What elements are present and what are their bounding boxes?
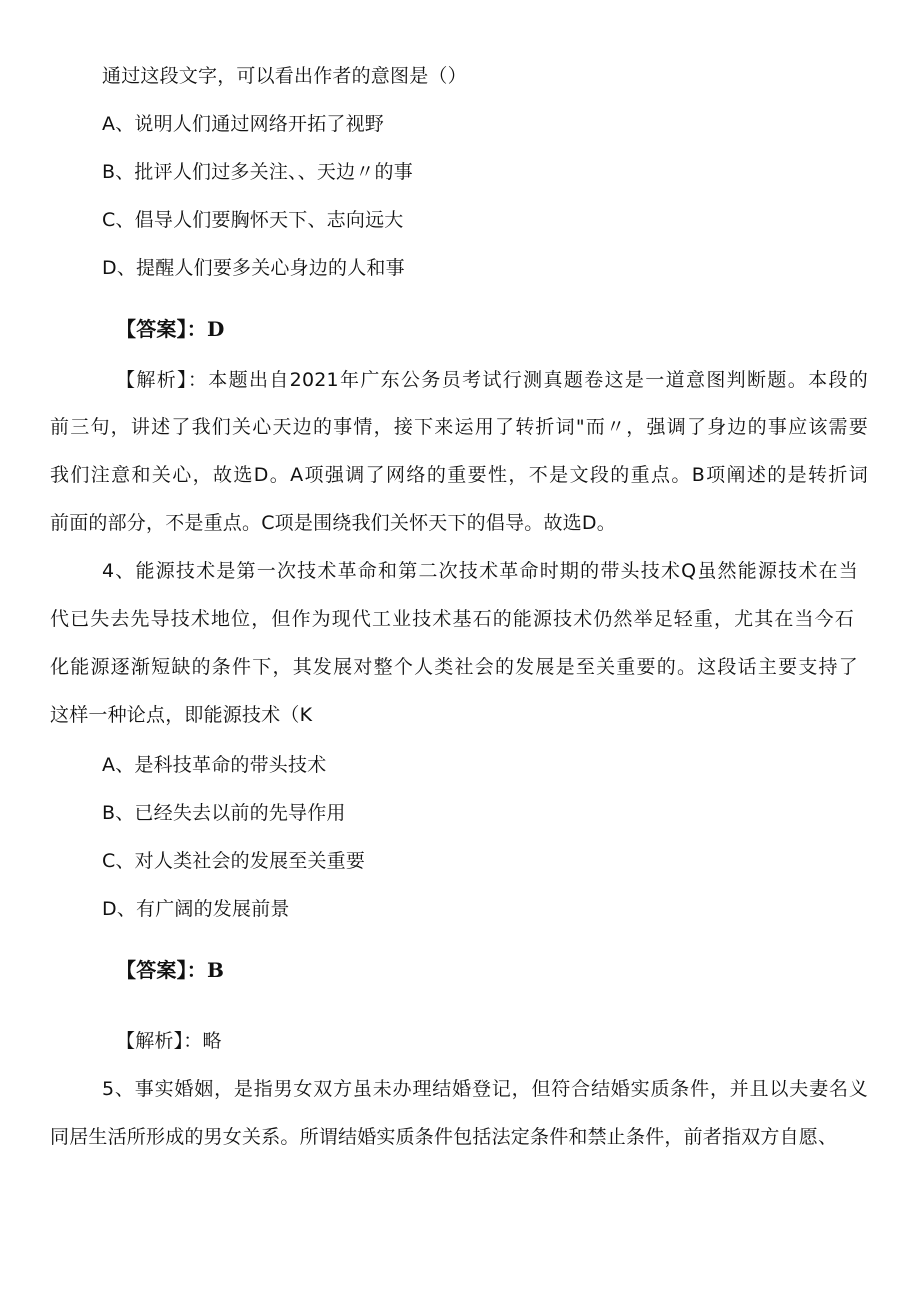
q4-analysis: 【解析】：略: [116, 1030, 222, 1052]
q4-option-d: D、有广阔的发展前景: [102, 898, 290, 920]
q3-analysis-line-3: 我们注意和关心，故选D。A项强调了网络的重要性，不是文段的重点。B项阐述的是转折词: [50, 464, 868, 486]
q3-analysis-line-4: 前面的部分，不是重点。C项是围绕我们关怀天下的倡导。故选D。: [50, 512, 616, 534]
q4-option-a: A、是科技革命的带头技术: [102, 754, 327, 776]
q5-stem-line-1: 5、事实婚姻，是指男女双方虽未办理结婚登记，但符合结婚实质条件，并且以夫妻名义: [102, 1078, 868, 1100]
q4-stem-line-4: 这样一种论点，即能源技术（K: [50, 704, 313, 726]
q4-stem-line-1: 4、能源技术是第一次技术革命和第二次技术革命时期的带头技术Q虽然能源技术在当: [102, 560, 858, 582]
q3-analysis-line-1: 【解析】：本题出自2021年广东公务员考试行测真题卷这是一道意图判断题。本段的: [116, 369, 868, 391]
q4-stem-line-2: 代已失去先导技术地位，但作为现代工业技术基石的能源技术仍然举足轻重，尤其在当今石: [50, 608, 854, 630]
q4-answer: [116, 957, 920, 983]
q3-option-b: B、批评人们过多关注、、天边〃的事: [102, 161, 413, 183]
q5-stem-line-2: 同居生活所形成的男女关系。所谓结婚实质条件包括法定条件和禁止条件，前者指双方自愿、: [50, 1126, 838, 1148]
q4-stem-line-3: 化能源逐渐短缺的条件下，其发展对整个人类社会的发展是至关重要的。这段话主要支持了: [50, 656, 858, 678]
q4-option-b: B、已经失去以前的先导作用: [102, 802, 346, 824]
q4-option-c: C、对人类社会的发展至关重要: [102, 850, 366, 872]
q3-stem-tail: 通过这段文字，可以看出作者的意图是（）: [102, 65, 467, 87]
q3-option-a: A、说明人们通过网络开拓了视野: [102, 113, 384, 135]
q4-answer-value: B: [207, 958, 225, 982]
q3-option-d: D、提醒人们要多关心身边的人和事: [102, 257, 405, 279]
q4-answer-label: 【答案】：: [116, 958, 207, 982]
q3-option-c: C、倡导人们要胸怀天下、志向远大: [102, 209, 404, 231]
q3-answer: [116, 316, 920, 342]
q3-answer-value: D: [207, 317, 225, 341]
q3-answer-label: 【答案】：: [116, 317, 207, 341]
q3-analysis-line-2: 前三句，讲述了我们关心天边的事情，接下来运用了转折词"而〃，强调了身边的事应该需要: [50, 416, 868, 438]
